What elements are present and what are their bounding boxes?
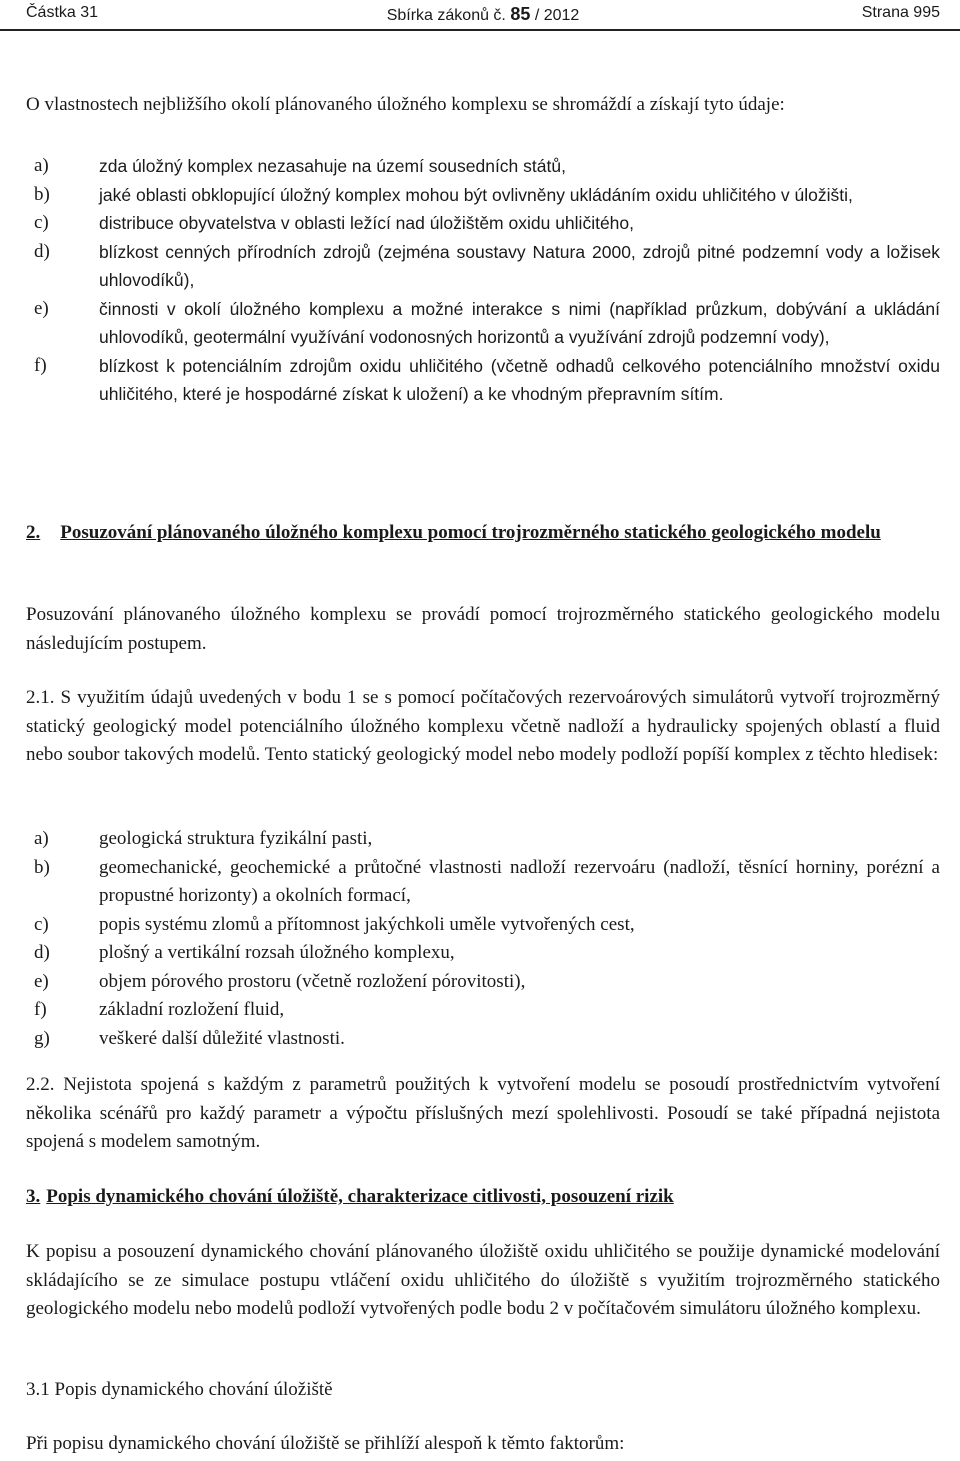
header-page-number: Strana 995	[861, 4, 940, 21]
list-item	[26, 181, 940, 210]
list-item-text: distribuce obyvatelstva v oblasti ležící nad úložištěm oxidu uhličitého,	[99, 213, 634, 233]
list-item-text: veškeré další důležité vlastnosti.	[99, 1027, 345, 1049]
list-item-text: činnosti v okolí úložného komplexu a možné interakce s nimi (například průzkum, dobývání a ukládání uhlovodíků, geotermální využívání vodonosných horizontů a využívání zdrojů podzemní vody),	[99, 298, 940, 347]
header-collection	[26, 4, 940, 25]
list-item	[26, 968, 940, 997]
list-marker: g)	[34, 1027, 50, 1049]
list-marker: a)	[34, 828, 49, 849]
list-item-text: zda úložný komplex nezasahuje na území sousedních států,	[99, 156, 566, 176]
header-collection-prefix: Sbírka zákonů č.	[386, 7, 506, 24]
header-divider	[0, 29, 960, 31]
section-3-heading	[26, 1183, 940, 1212]
section-2-heading	[26, 519, 940, 548]
list-item-text: objem pórového prostoru (včetně rozložení pórovitosti),	[99, 970, 526, 992]
list-item-text: plošný a vertikální rozsah úložného komplexu,	[99, 942, 455, 963]
subsection-3-1-title: 3.1 Popis dynamického chování úložiště	[26, 1379, 333, 1400]
list-item	[26, 825, 940, 854]
list-item-text: blízkost k potenciálním zdrojům oxidu uhličitého (včetně odhadů celkového potenciálního množství oxidu uhličitého, které je hospodárné získat k uložení) a ke vhodným přepravním sítím.	[99, 355, 940, 404]
paragraph-3-1: Při popisu dynamického chování úložiště se přihlíží alespoň k těmto faktorům:	[26, 1433, 625, 1454]
list-item	[26, 911, 940, 940]
list-item-text: geomechanické, geochemické a průtočné vlastnosti nadloží rezervoáru (nadloží, těsnící horniny, porézní a propustné horizonty) a okolních formací,	[99, 856, 940, 906]
section-2-title: Posuzování plánovaného úložného komplexu pomocí trojrozměrného statického geologického modelu	[60, 522, 881, 543]
header-part: Částka 31	[26, 4, 99, 21]
list-item	[26, 295, 940, 352]
header-collection-number: 85	[510, 4, 531, 24]
list-marker: e)	[34, 297, 49, 319]
section-2-intro: Posuzování plánovaného úložného komplexu se provádí pomocí trojrozměrného statického geologického modelu následujícím postupem.	[26, 604, 940, 654]
list-item	[26, 996, 940, 1025]
list-marker: d)	[34, 942, 50, 963]
section-3-title: Popis dynamického chování úložiště, charakterizace citlivosti, posouzení rizik	[46, 1186, 674, 1207]
list-item-text: popis systému zlomů a přítomnost jakýchkoli uměle vytvořených cest,	[99, 913, 635, 935]
page-header	[26, 4, 940, 26]
list-item-text: geologická struktura fyzikální pasti,	[99, 828, 373, 849]
section-2-number: 2.	[26, 522, 41, 543]
list-marker: f)	[34, 999, 47, 1020]
list-marker: c)	[34, 212, 49, 233]
surroundings-list	[26, 152, 940, 409]
paragraph-2-2: 2.2. Nejistota spojená s každým z parametrů použitých k vytvoření modelu se posoudí prostřednictvím vytvoření několika scénářů pro každý parametr a výpočtu příslušných mezí spolehlivosti. Posoudí se také případná nejistota spojená s modelem samotným.	[26, 1074, 940, 1152]
header-collection-year: / 2012	[534, 7, 580, 24]
list-marker: c)	[34, 913, 49, 935]
paragraph-2-1: 2.1. S využitím údajů uvedených v bodu 1 se s pomocí počítačových rezervoárových simulátorů vytvoří trojrozměrný statický geologický model potenciálního úložného komplexu včetně nadloží a hydraulicky spojených oblastí a fluid nebo soubor takových modelů. Tento statický geologický model nebo modely podloží popíší komplex z těchto hledisek:	[26, 687, 940, 765]
list-item	[26, 352, 940, 409]
list-marker: b)	[34, 183, 50, 205]
list-marker: a)	[34, 155, 49, 176]
list-item	[26, 209, 940, 238]
list-item	[26, 238, 940, 295]
list-marker: e)	[34, 970, 49, 992]
list-item	[26, 939, 940, 968]
model-aspects-list	[26, 825, 940, 1053]
intro-paragraph: O vlastnostech nejbližšího okolí plánovaného úložného komplexu se shromáždí a získají tyto údaje:	[26, 94, 785, 115]
list-marker: d)	[34, 240, 50, 262]
section-3-intro: K popisu a posouzení dynamického chování plánovaného úložiště oxidu uhličitého se použije dynamické modelování skládajícího se ze simulace postupu vtláčení oxidu uhličitého do úložiště s využitím trojrozměrného statického geologického modelu nebo modelů podloží vytvořených podle bodu 2 v počítačovém simulátoru úložného komplexu.	[26, 1241, 940, 1319]
list-item-text: jaké oblasti obklopující úložný komplex mohou být ovlivněny ukládáním oxidu uhličitého v úložišti,	[99, 184, 853, 205]
list-marker: f)	[34, 354, 47, 376]
list-item-text: blízkost cenných přírodních zdrojů (zejména soustavy Natura 2000, zdrojů pitné podzemní vody a ložisek uhlovodíků),	[99, 241, 940, 290]
section-3-number: 3.	[26, 1186, 41, 1207]
list-marker: b)	[34, 856, 50, 878]
list-item	[26, 152, 940, 181]
list-item	[26, 1025, 940, 1054]
list-item-text: základní rozložení fluid,	[99, 999, 285, 1020]
list-item	[26, 854, 940, 911]
